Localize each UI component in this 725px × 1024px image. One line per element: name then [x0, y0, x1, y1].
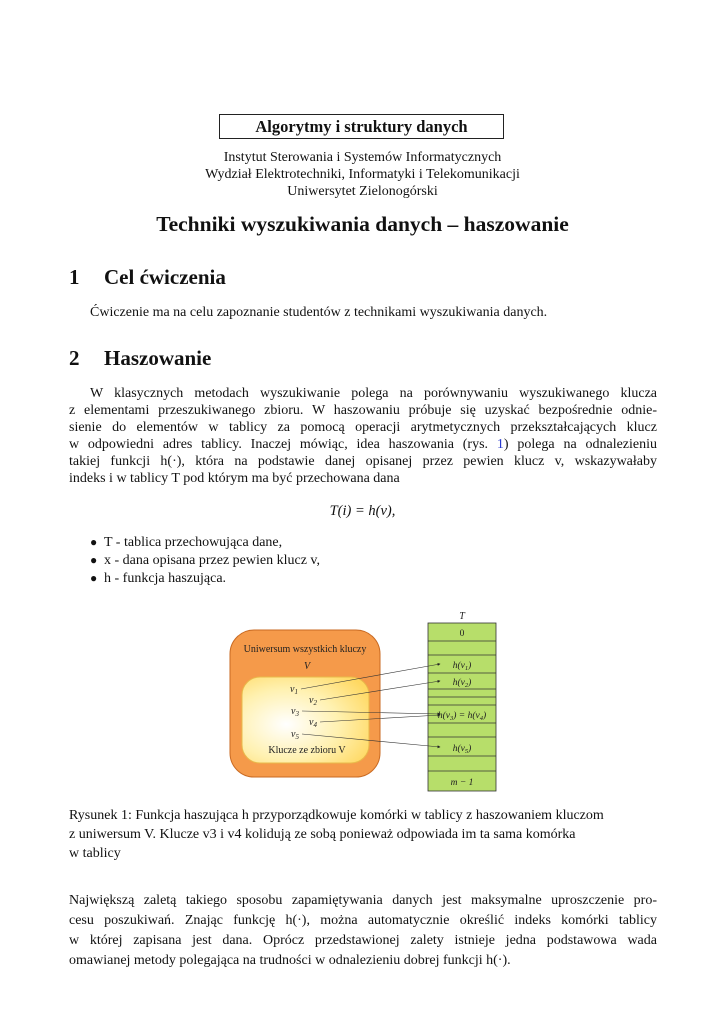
definitions-list	[90, 533, 320, 587]
closing-paragraph	[69, 891, 657, 971]
paragraph-line: takiej funkcji h(·), która na podstawie danej opisanej przez pewien klucz v, wskazywałaby	[69, 454, 657, 469]
page-title: Techniki wyszukiwania danych – haszowanie	[156, 212, 569, 236]
faculty-name: Wydział Elektrotechniki, Informatyki i Telekomunikacji	[205, 167, 520, 182]
caption-line: Rysunek 1: Funkcja haszująca h przyporządkowuje komórki w tablicy z haszowaniem kluczom	[69, 808, 604, 823]
paragraph-line: indeks i w tablicy T pod którym ma być przechowana dana	[69, 471, 400, 486]
list-item-text: T - tablica przechowująca dane,	[104, 535, 283, 550]
key-label-v5: $v_5$	[291, 729, 299, 741]
table-cell-h-v1: $h(v_1)$	[452, 661, 472, 672]
universe-symbol: V	[303, 661, 311, 672]
list-item	[90, 533, 320, 551]
paragraph-line	[69, 436, 657, 453]
bullet-icon: ●	[90, 553, 98, 567]
figure-caption	[69, 806, 657, 863]
table-cell-h-v5: $h(v_5)$	[452, 744, 472, 755]
section-2-paragraph	[69, 385, 657, 487]
key-label-v3: $v_3$	[291, 706, 299, 718]
course-title: Algorytmy i struktury danych	[219, 114, 504, 139]
university-name: Uniwersytet Zielonogórski	[287, 184, 438, 199]
caption-line: z uniwersum V. Klucze v3 i v4 kolidują ze sobą ponieważ odpowiada im ta sama komórka	[69, 827, 576, 842]
universe-label: Uniwersum wszystkich kluczy	[243, 644, 367, 655]
list-item	[90, 551, 320, 569]
section-1-text: Ćwiczenie ma na celu zapoznanie studentów z technikami wyszukiwania danych.	[90, 305, 548, 320]
hashing-figure	[225, 605, 505, 797]
key-label-v1: $v_1$	[290, 684, 298, 696]
section-1-heading	[69, 265, 226, 290]
paragraph-line: z elementami przeszukiwanego zbioru. W haszowaniu próbuje się uzyskać bezpośrednie odnie-	[69, 403, 657, 418]
section-1-title: Cel ćwiczenia	[104, 265, 226, 289]
table-cell-last: m − 1	[450, 778, 474, 788]
paragraph-line: sienie do elementów w tablicy za pomocą operacji arytmetycznych przekształcających klucz	[69, 420, 657, 435]
paragraph-line-part: ) polega na odnalezieniu	[503, 437, 658, 452]
section-1-number: 1	[69, 265, 80, 289]
bullet-icon: ●	[90, 571, 98, 585]
paragraph-line: W klasycznych metodach wyszukiwanie polega na porównywaniu wyszukiwanego klucza	[90, 386, 657, 401]
section-2-title: Haszowanie	[104, 346, 212, 370]
caption-line: w tablicy	[69, 846, 121, 861]
key-label-v4: $v_4$	[309, 717, 317, 729]
key-label-v2: $v_2$	[309, 695, 317, 707]
hash-table	[428, 623, 496, 791]
hash-formula: T(i) = h(v),	[329, 503, 396, 519]
paragraph-line: w której zapisana jest dana. Oprócz przedstawionej zalety istnieje jedna podstawowa wada	[69, 933, 657, 948]
table-cell-h-v2: $h(v_2)$	[452, 678, 472, 689]
paragraph-line: omawianej metody polegająca na trudności w odnalezieniu dobrej funkcji h(·).	[69, 953, 511, 968]
paragraph-line-part: w odpowiedni adres tablicy. Inaczej mówiąc, idea haszowania (rys.	[69, 437, 497, 452]
table-cell-first: 0	[459, 629, 465, 639]
figure-reference-link[interactable]: 1	[496, 437, 504, 452]
table-label: T	[459, 611, 465, 622]
list-item-text: h - funkcja haszująca.	[104, 571, 227, 586]
section-2-number: 2	[69, 346, 80, 370]
paragraph-line: Największą zaletą takiego sposobu zapamiętywania danych jest maksymalne uproszczenie pro-	[69, 893, 657, 908]
key-set-label: Klucze ze zbioru V	[268, 745, 346, 756]
paragraph-line: cesu poszukiwań. Znając funkcję h(·), można automatycznie określić indeks komórki tablicy	[69, 913, 657, 928]
list-item-text: x - dana opisana przez pewien klucz v,	[104, 553, 320, 568]
section-2-heading	[69, 346, 211, 371]
table-cell-h-v3-v4: $h(v_3) = h(v_4)$	[437, 711, 487, 722]
institute-name: Instytut Sterowania i Systemów Informatycznych	[223, 150, 502, 165]
bullet-icon: ●	[90, 535, 98, 549]
list-item	[90, 569, 320, 587]
